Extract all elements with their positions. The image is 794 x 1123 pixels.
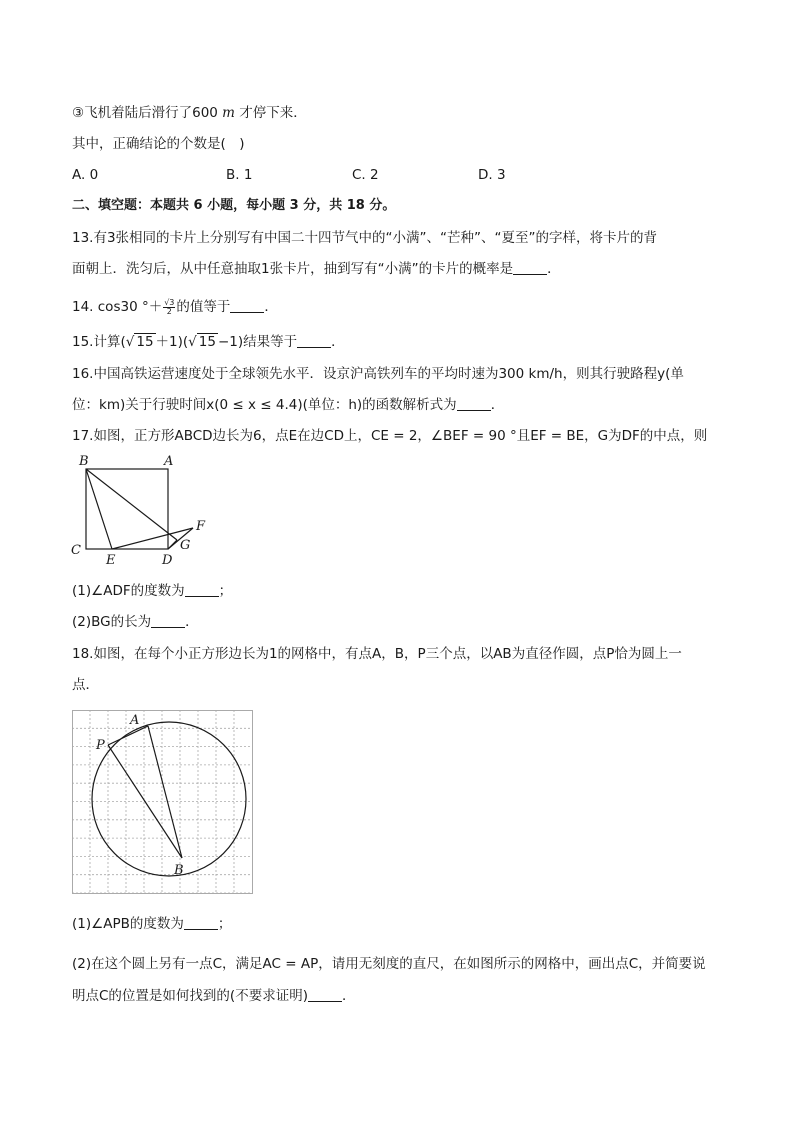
section-heading: 二、填空题：本题共 6 小题，每小题 3 分，共 18 分。 — [72, 198, 396, 213]
q17-part2-blank[interactable] — [151, 613, 185, 628]
q18-part1-blank[interactable] — [184, 915, 218, 930]
q17-segment-be — [86, 469, 112, 549]
q18-segment-pa — [108, 726, 148, 745]
q12-item3-unit: m — [222, 105, 235, 121]
q14-line — [72, 298, 278, 316]
q13-line2-text: 面朝上．洗匀后，从中任意抽取1张卡片，抽到写有“小满”的卡片的概率是 — [72, 261, 514, 277]
q17-part2 — [72, 613, 199, 631]
q12-option-a: A. 0 — [72, 167, 99, 183]
q18-label-a: A — [130, 713, 140, 728]
q17-label-d: D — [162, 553, 173, 568]
q18-line2: 点． — [72, 677, 99, 693]
q17-figure — [68, 450, 218, 568]
q18-part2-line1: (2)在这个圆上另有一点C，满足AC = AP，请用无刻度的直尺，在如图所示的网格中，画出点C，并简要说 — [72, 956, 706, 972]
q14-mid: 的值等于 — [176, 299, 231, 315]
q12-item3-end: 才停下来． — [239, 105, 307, 121]
q13-answer-blank[interactable] — [513, 260, 547, 275]
q15-sqrt2: 15 — [198, 334, 216, 350]
q17-square — [86, 469, 168, 549]
q16-answer-blank[interactable] — [457, 396, 491, 411]
q17-label-e: E — [106, 553, 116, 568]
q17-part2-text: (2)BG的长为 — [72, 614, 152, 630]
q17-label-g: G — [180, 538, 191, 553]
q15-mid2: −1)结果等于 — [217, 334, 298, 350]
q17-label-b: B — [79, 454, 89, 469]
q13-line2 — [72, 260, 561, 278]
q17-label-a: A — [164, 454, 174, 469]
q15-mid1: ＋1)( — [155, 334, 189, 350]
q18-circle — [92, 722, 246, 876]
q12-item3 — [72, 104, 307, 122]
q17-part1 — [72, 582, 232, 600]
q15-end: ． — [331, 334, 345, 350]
q17-segment-dg — [168, 540, 177, 549]
q14-frac-num: √3 — [164, 297, 175, 307]
q18-part2-line2-text: 明点C的位置是如何找到的(不要求证明) — [72, 988, 308, 1004]
q18-segment-pb — [108, 745, 182, 858]
q15-start: 15.计算( — [72, 334, 126, 350]
q14-fraction — [163, 299, 175, 316]
q16-line1: 16.中国高铁运营速度处于全球领先水平．设京沪高铁列车的平均时速为300 km/h，则其行驶路程y(单 — [72, 366, 684, 382]
q18-line1: 18.如图，在每个小正方形边长为1的网格中，有点A，B，P三个点，以AB为直径作圆，点P恰为圆上一 — [72, 646, 682, 662]
q18-part2-blank[interactable] — [308, 987, 342, 1002]
q12-option-c: C. 2 — [352, 167, 379, 183]
q17-label-f: F — [196, 519, 206, 534]
q17-part1-end: ； — [218, 583, 233, 599]
q18-label-p: P — [96, 738, 105, 753]
q14-end: ． — [264, 299, 278, 315]
q16-end: ． — [490, 397, 505, 413]
q17-segment-bg — [86, 469, 177, 540]
q14-start: 14. cos30 °＋ — [72, 299, 163, 315]
q15-line: 15.计算(√ 15 ＋1)(√ 15 −1)结果等于 ． — [72, 334, 345, 350]
q14-answer-blank[interactable] — [230, 298, 264, 313]
q18-part1-text: (1)∠APB的度数为 — [72, 916, 184, 932]
q16-line2 — [72, 396, 504, 414]
q17-label-c: C — [71, 543, 81, 558]
q14-frac-den: 2 — [166, 306, 172, 316]
q17-part1-text: (1)∠ADF的度数为 — [72, 583, 185, 599]
q17-figure-lines — [86, 469, 193, 549]
q18-part2-end: ． — [341, 988, 356, 1004]
q13-end: ． — [547, 261, 561, 277]
q12-item3-text: ③飞机着陆后滑行了600 — [72, 105, 218, 121]
q16-line2-text: 位：km)关于行驶时间x(0 ≤ x ≤ 4.4)(单位：h)的函数解析式为 — [72, 397, 457, 413]
q17-part2-end: ． — [185, 614, 199, 630]
q12-prompt: 其中，正确结论的个数是( ) — [72, 136, 245, 152]
q15-answer-blank[interactable] — [297, 333, 331, 348]
q12-option-b: B. 1 — [226, 167, 253, 183]
q12-option-d: D. 3 — [478, 167, 506, 183]
q17-part1-blank[interactable] — [185, 582, 219, 597]
q18-part1-end: ； — [217, 916, 232, 932]
q17-line1: 17.如图，正方形ABCD边长为6，点E在边CD上，CE = 2，∠BEF = 90 °且EF = BE，G为DF的中点，则 — [72, 428, 708, 444]
q18-label-b: B — [174, 863, 184, 878]
q18-figure — [72, 710, 256, 896]
q13-line1: 13.有3张相同的卡片上分别写有中国二十四节气中的“小满”、“芒种”、“夏至”的字样，将卡片的背 — [72, 230, 658, 246]
q18-part2-line2 — [72, 987, 355, 1005]
q18-part1 — [72, 915, 231, 933]
q15-sqrt1: 15 — [136, 334, 154, 350]
